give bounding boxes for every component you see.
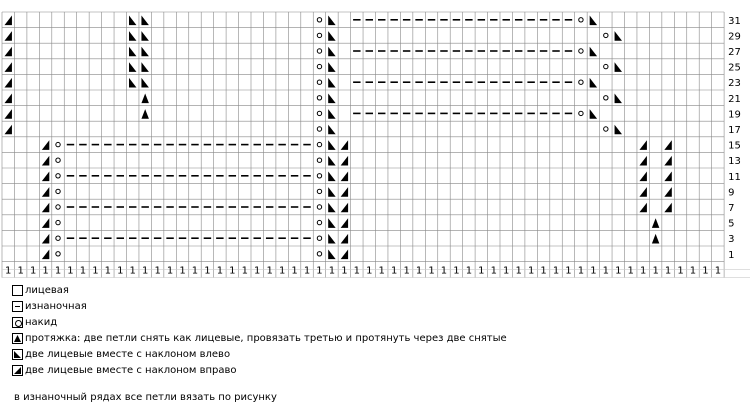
yarn-over-mark [317,158,321,162]
k2tog-right-mark [664,140,671,150]
stitch-number: 1 [92,265,99,277]
stitch-number: 1 [341,265,348,277]
stitch-number: 1 [415,265,423,277]
stitch-number: 1 [254,265,261,277]
stitch-number: 1 [154,265,161,277]
yarn-over-mark [604,64,608,68]
k2tog-right-mark [42,234,49,244]
stitch-number: 1 [266,265,273,277]
k2tog-right-mark [5,62,12,72]
k2tog-left-mark [328,187,335,197]
k2tog-left-mark [129,31,136,41]
k2tog-left-mark [590,78,597,88]
stitch-number: 1 [652,265,659,277]
stitch-number: 1 [204,265,211,277]
purl-symbol-icon [12,301,23,312]
k2tog-left-mark [328,31,335,41]
yarn-over-mark [56,205,60,209]
stitch-number: 1 [104,265,112,277]
row-number: 25 [728,62,741,74]
k2tog-left-mark [141,16,148,26]
stitch-number: 1 [328,265,336,277]
yarn-over-mark [317,127,321,131]
stitch-number: 1 [702,265,709,277]
stitch-number: 1 [590,265,597,277]
row-number: 7 [728,203,735,214]
k2tog-left-mark [615,125,622,135]
k2tog-right-mark [639,172,646,182]
stitch-number: 1 [527,265,535,277]
knit-symbol-icon [12,285,23,296]
k2tog-right-mark [341,218,348,228]
stitch-number: 1 [303,265,311,277]
k2tog-right-mark [341,203,348,213]
stitch-number: 1 [664,265,672,277]
yarn-over-mark [604,96,608,100]
stitch-number: 1 [166,265,174,277]
yarn-over-mark [317,64,321,68]
k2tog-right-mark [42,187,49,197]
yarn-over-mark [317,205,321,209]
stitch-number: 1 [453,265,460,277]
yarn-over-mark [317,96,321,100]
row-number: 11 [728,171,741,183]
stitch-number: 1 [67,265,74,277]
stitch-number: 1 [141,265,149,277]
yarn-over-mark [317,49,321,53]
stitch-number: 1 [490,265,497,277]
central-double-decrease-mark [652,234,659,244]
yarn-over-mark [56,142,60,146]
stitch-number: 1 [577,265,585,277]
legend-label: две лицевые вместе с наклоном влево [25,348,231,360]
row-number: 29 [728,31,741,43]
k2tog-right-mark [664,187,671,197]
yarn-over-mark [317,220,321,224]
k2tog-right-mark [639,203,646,213]
stitch-number: 1 [689,265,697,277]
k2tog-left-mark [328,16,335,26]
central-double-decrease-symbol-icon [12,333,23,344]
k2tog-right-mark [42,140,49,150]
legend-item-cdd [12,332,507,345]
legend-label: накид [25,316,58,328]
yarn-over-mark [56,236,60,240]
k2tog-right-mark [42,156,49,166]
k2tog-right-mark [341,172,348,182]
legend-label: протяжка: две петли снять как лицевые, провязать третью и протянуть через две снятые [25,332,507,344]
k2tog-left-mark [328,203,335,213]
k2tog-left-mark [590,16,597,26]
k2tog-left-mark [129,78,136,88]
yarn-over-mark [317,111,321,115]
stitch-number: 1 [540,265,547,277]
k2tog-right-mark [639,187,646,197]
row-number: 13 [728,156,741,168]
k2tog-right-mark [639,140,646,150]
yarn-over-mark [317,142,321,146]
k2tog-right-mark [5,94,12,104]
row-number: 17 [728,125,741,136]
stitch-number: 1 [42,265,49,277]
k2tog-left-mark [328,140,335,150]
yarn-over-mark [56,174,60,178]
k2tog-left-mark [328,62,335,72]
k2tog-right-mark [5,16,12,26]
stitch-number: 1 [515,265,522,277]
yarn-over-mark [604,33,608,37]
row-number: 9 [728,187,735,199]
k2tog-left-mark [328,109,335,119]
row-number: 27 [728,47,741,58]
stitch-number: 1 [5,265,12,277]
stitch-number: 1 [191,265,199,277]
k2tog-left-mark [328,125,335,135]
stitch-number: 1 [428,265,435,277]
stitch-number: 1 [378,265,385,277]
legend-label: две лицевые вместе с наклоном вправо [25,364,237,376]
stitch-number: 1 [216,265,224,277]
k2tog-right-symbol-icon [12,365,23,376]
row-number: 3 [728,234,735,246]
legend-item-yo [12,316,57,329]
stitch-number: 1 [552,265,560,277]
yarn-over-mark [579,18,583,22]
k2tog-right-mark [5,31,12,41]
k2tog-right-mark [5,47,12,57]
stitch-number: 1 [229,265,236,277]
yarn-over-symbol-icon [12,317,23,328]
k2tog-left-mark [590,47,597,57]
stitch-number: 1 [615,265,622,277]
k2tog-left-mark [615,62,622,72]
central-double-decrease-mark [141,109,148,119]
yarn-over-mark [56,252,60,256]
k2tog-right-mark [341,234,348,244]
row-number: 31 [728,15,741,27]
stitch-number: 1 [465,265,473,277]
k2tog-left-mark [328,218,335,228]
k2tog-right-mark [664,172,671,182]
stitch-number: 1 [17,265,24,277]
stitch-number: 1 [627,265,634,277]
k2tog-right-mark [42,218,49,228]
stitch-number: 1 [241,265,248,277]
yarn-over-mark [56,189,60,193]
stitch-number: 1 [403,265,410,277]
legend-item-purl [12,300,87,313]
legend-item-knit [12,284,69,297]
row-number: 5 [728,218,735,230]
stitch-number: 1 [677,265,684,277]
k2tog-right-mark [5,109,12,119]
k2tog-left-mark [328,234,335,244]
stitch-number: 1 [117,265,124,277]
k2tog-left-mark [141,47,148,57]
stitch-number: 1 [29,265,37,277]
stitch-number: 1 [714,265,722,277]
stitch-number: 1 [366,265,373,277]
k2tog-right-mark [664,203,671,213]
yarn-over-mark [317,18,321,22]
stitch-number: 1 [54,265,62,277]
central-double-decrease-mark [652,218,659,228]
row-number: 15 [728,140,741,152]
stitch-number: 1 [353,265,361,277]
yarn-over-mark [317,189,321,193]
k2tog-left-mark [328,172,335,182]
stitch-number: 1 [440,265,448,277]
legend-item-k2tog-right [12,364,237,377]
yarn-over-mark [604,127,608,131]
yarn-over-mark [317,236,321,240]
k2tog-left-mark [328,156,335,166]
k2tog-left-mark [141,62,148,72]
k2tog-left-mark [615,94,622,104]
stitch-number: 1 [316,265,323,277]
yarn-over-mark [579,49,583,53]
row-number: 23 [728,78,741,90]
yarn-over-mark [317,80,321,84]
k2tog-left-mark [615,31,622,41]
stitch-number: 1 [503,265,510,277]
k2tog-left-mark [141,31,148,41]
stitch-number: 1 [278,265,286,277]
stitch-number: 1 [565,265,572,277]
stitch-number: 1 [291,265,298,277]
k2tog-left-mark [141,78,148,88]
k2tog-right-mark [5,125,12,135]
k2tog-left-symbol-icon [12,349,23,360]
k2tog-left-mark [129,62,136,72]
k2tog-right-mark [42,203,49,213]
row-number: 1 [728,249,735,261]
k2tog-right-mark [5,78,12,88]
central-double-decrease-mark [141,94,148,104]
stitch-number: 1 [79,265,87,277]
k2tog-left-mark [129,47,136,57]
stitch-number: 1 [602,265,610,277]
legend-label: изнаночная [25,300,87,312]
chart-grid [2,12,750,278]
stitch-number: 1 [179,265,186,277]
k2tog-left-mark [328,94,335,104]
stitch-number: 1 [129,265,136,277]
k2tog-right-mark [341,156,348,166]
k2tog-right-mark [639,156,646,166]
row-number: 19 [728,109,741,121]
k2tog-right-mark [42,250,49,260]
legend-label: лицевая [25,284,69,296]
k2tog-left-mark [328,47,335,57]
yarn-over-mark [56,220,60,224]
row-number: 21 [728,93,741,105]
k2tog-right-mark [341,140,348,150]
k2tog-right-mark [341,187,348,197]
yarn-over-mark [317,33,321,37]
k2tog-left-mark [328,78,335,88]
k2tog-left-mark [590,109,597,119]
stitch-number: 1 [639,265,647,277]
stitch-number: 1 [478,265,485,277]
instruction-note: в изнаночный рядах все петли вязать по рисунку [14,392,277,403]
yarn-over-mark [579,80,583,84]
legend-item-k2tog-left [12,348,230,361]
yarn-over-mark [579,111,583,115]
k2tog-right-mark [42,172,49,182]
yarn-over-mark [56,158,60,162]
yarn-over-mark [317,252,321,256]
stitch-number: 1 [390,265,398,277]
k2tog-right-mark [664,156,671,166]
k2tog-right-mark [341,250,348,260]
k2tog-left-mark [129,16,136,26]
yarn-over-mark [317,174,321,178]
k2tog-left-mark [328,250,335,260]
